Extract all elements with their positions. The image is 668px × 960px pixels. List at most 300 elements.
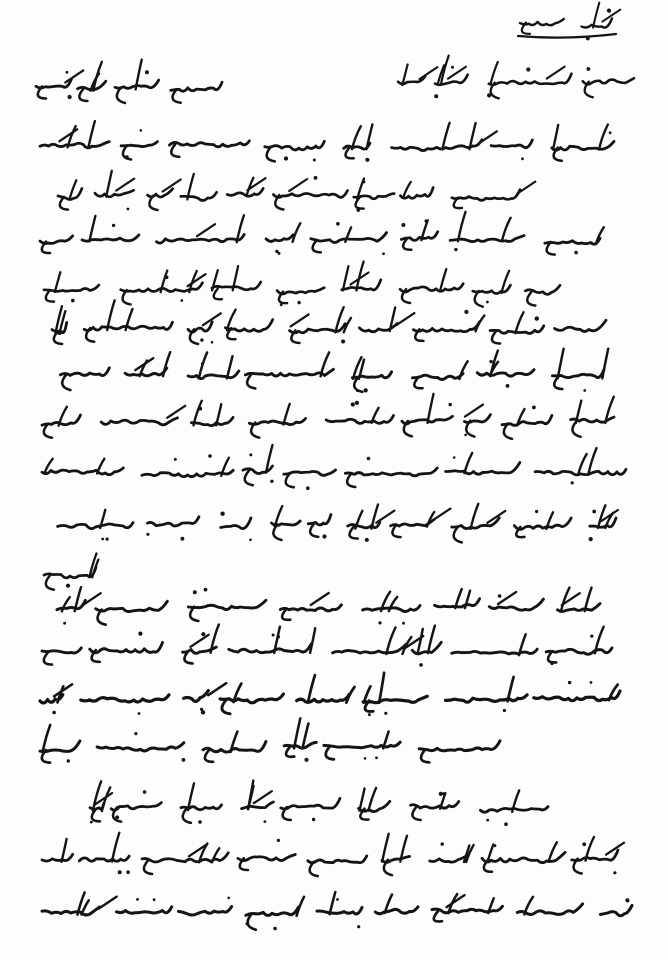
ink-word (42, 907, 100, 915)
ink-dot (364, 757, 367, 760)
ink-word (157, 234, 245, 243)
ink-ascender (471, 504, 479, 529)
ink-word (281, 798, 340, 809)
ink-kaf-stroke (167, 406, 185, 418)
ink-dot (200, 338, 203, 341)
ink-descender (283, 807, 291, 820)
ink-dot (382, 252, 385, 255)
ink-dot (365, 158, 369, 162)
ink-ascender (216, 404, 221, 425)
ink-dot (304, 758, 308, 762)
ink-dot (486, 301, 489, 304)
ink-word (400, 284, 463, 292)
ink-word (96, 601, 168, 611)
ink-ascender (107, 300, 114, 330)
ink-dot (180, 299, 183, 302)
ink-word (419, 741, 500, 751)
ink-word (430, 855, 468, 862)
ink-ascender (89, 216, 95, 242)
ink-dot (489, 360, 492, 363)
ink-word (413, 322, 479, 332)
ink-ascender (593, 3, 599, 28)
ink-word (477, 370, 534, 377)
ink-descender (248, 914, 256, 930)
ink-dot (153, 898, 156, 901)
ink-word (188, 600, 266, 609)
ink-dot (68, 95, 72, 99)
ink-descender (247, 374, 255, 388)
ink-word (179, 907, 232, 915)
ink-kaf-stroke (254, 791, 272, 803)
ink-ascender (310, 628, 315, 653)
ink-word (363, 696, 427, 702)
ink-word (57, 600, 85, 609)
ink-word (171, 82, 222, 91)
ink-dot (208, 454, 212, 458)
ink-dot (220, 512, 224, 516)
ink-word (297, 694, 350, 702)
ink-word (277, 288, 324, 294)
ink-dot (306, 486, 310, 490)
ink-dot (101, 538, 104, 541)
ink-descender (475, 291, 483, 307)
ink-word (44, 567, 96, 578)
ink-word (452, 190, 520, 201)
ink-word (220, 694, 283, 703)
ink-descender (222, 700, 230, 714)
ink-dot (419, 663, 423, 667)
ink-word (446, 463, 520, 475)
ink-dot (322, 534, 326, 538)
ink-kaf-stroke (376, 511, 394, 523)
ink-dot (126, 870, 130, 874)
ink-descender (79, 89, 87, 101)
ink-ascender (464, 453, 472, 473)
ink-dot (453, 456, 456, 459)
ink-dot (211, 341, 214, 344)
ink-ascender (524, 897, 533, 915)
ink-word (212, 282, 261, 290)
ink-dot (198, 820, 202, 824)
ink-ascender (558, 349, 564, 379)
ink-dot (90, 821, 93, 824)
ink-dot (146, 533, 149, 536)
ink-dot (145, 70, 149, 74)
ink-word (411, 802, 459, 809)
ink-dot (272, 634, 275, 637)
ink-kaf-stroke (517, 182, 535, 194)
letter-line-2 (40, 121, 614, 162)
ink-dot (125, 155, 129, 159)
letter-line-6 (52, 300, 606, 344)
ink-dot (587, 67, 591, 71)
ink-ascender (227, 356, 233, 378)
ink-dot (273, 927, 277, 931)
ink-descender (492, 331, 500, 343)
ink-kaf-stroke (135, 358, 153, 370)
ink-dot (364, 388, 368, 392)
ink-ascender (284, 404, 290, 425)
ink-word (79, 856, 129, 861)
ink-word (58, 523, 133, 529)
header-underline (518, 34, 616, 38)
ink-dot (336, 898, 339, 901)
ink-descender (144, 860, 152, 874)
ink-kaf-stroke (432, 509, 450, 521)
ink-dot (425, 219, 428, 222)
ink-dot (336, 222, 340, 226)
ink-dot (66, 584, 70, 588)
ink-word (242, 802, 274, 809)
ink-ascender (82, 900, 89, 914)
ink-dot (66, 71, 69, 74)
ink-dot (442, 792, 445, 795)
ink-ascender (515, 312, 523, 333)
ink-dot (341, 340, 345, 344)
ink-dot (249, 539, 252, 542)
ink-word (191, 417, 233, 425)
ink-word (265, 141, 325, 150)
ink-kaf-stroke (311, 593, 329, 605)
ink-word (81, 695, 169, 702)
ink-dot (451, 66, 454, 69)
ink-dot (312, 818, 315, 821)
ink-dot (583, 389, 586, 392)
letter-line-4 (40, 212, 604, 255)
ink-descender (403, 238, 411, 250)
ink-descender (421, 750, 429, 763)
ink-dot (503, 709, 506, 712)
ink-dot (115, 815, 119, 819)
ink-dot (464, 310, 468, 314)
ink-ascender (379, 673, 384, 703)
ink-dot (71, 299, 75, 303)
ink-dot (249, 453, 252, 456)
ink-dot (356, 208, 360, 212)
ink-ascender (502, 218, 511, 242)
ink-kaf-stroke (606, 843, 624, 855)
ink-descender (326, 746, 334, 759)
ink-word (227, 188, 263, 196)
ink-word (284, 470, 336, 475)
ink-ascender (585, 588, 592, 612)
ink-descender (434, 911, 442, 921)
ink-word (246, 907, 299, 915)
ink-ascender (458, 212, 466, 241)
ink-dot (63, 622, 66, 625)
ink-kaf-stroke (59, 129, 77, 141)
ink-ascender (476, 316, 485, 332)
ink-word (583, 78, 634, 84)
ink-dot (441, 842, 444, 845)
ink-dot (134, 732, 137, 735)
ink-descender (214, 288, 222, 299)
ink-word (502, 415, 552, 425)
ink-word (582, 18, 613, 27)
ink-word (148, 189, 173, 197)
ink-dot (277, 839, 280, 842)
ink-word (95, 190, 134, 196)
ink-ascender (387, 628, 396, 655)
ink-descender (86, 328, 94, 342)
ink-descender (286, 474, 294, 488)
ink-word (491, 140, 532, 148)
ink-word (147, 517, 199, 526)
ink-ascender (59, 407, 67, 426)
ink-dot (198, 407, 202, 411)
ink-dot (362, 180, 365, 183)
ink-dot (200, 708, 203, 711)
ink-kaf-stroke (197, 224, 215, 236)
ink-word (452, 649, 537, 654)
ink-dot (574, 251, 578, 255)
ink-dot (140, 129, 143, 132)
ink-dot (521, 157, 524, 160)
salutation-line (36, 60, 222, 103)
ink-word (345, 468, 437, 476)
ink-dot (449, 403, 452, 406)
ink-word (308, 856, 367, 863)
ink-word (545, 238, 600, 244)
ink-dot (280, 303, 283, 306)
letter-line-11 (44, 553, 98, 589)
ink-word (326, 415, 393, 423)
ink-kaf-stroke (289, 179, 307, 191)
ink-kaf-stroke (191, 635, 209, 647)
ink-ascender (455, 589, 462, 608)
ink-word (97, 743, 184, 751)
ink-dot (526, 67, 530, 71)
ink-kaf-stroke (99, 897, 117, 909)
ink-word (44, 285, 99, 291)
ink-dot (182, 758, 186, 762)
ink-descender (267, 147, 275, 162)
letter-line-1 (398, 56, 634, 99)
letter-line-18 (42, 892, 632, 930)
ink-dot (193, 590, 197, 594)
ink-word (412, 642, 441, 654)
ink-word (317, 907, 362, 913)
ink-dot (136, 898, 139, 901)
ink-dot (52, 711, 56, 715)
ink-word (125, 368, 167, 376)
ink-kaf-stroke (465, 405, 483, 417)
ink-ascender (382, 834, 389, 862)
ink-ascender (459, 361, 467, 379)
ink-word (446, 695, 528, 702)
ink-ascender (43, 725, 51, 752)
ink-descender (62, 374, 70, 390)
letter-line-8 (42, 394, 614, 439)
ink-ascender (97, 459, 104, 474)
ink-word (221, 518, 251, 529)
ink-dot (589, 537, 593, 541)
ink-ascender (294, 718, 300, 748)
ink-word (432, 906, 502, 913)
ink-ascender (106, 171, 112, 197)
ink-dot (297, 301, 300, 304)
ink-dot (384, 712, 387, 715)
ink-dot (532, 406, 536, 410)
ink-dot (568, 681, 571, 684)
letter-line-5 (44, 262, 560, 307)
ink-dot (498, 594, 502, 598)
ink-word (308, 515, 331, 525)
ink-word (555, 320, 606, 331)
ink-dot (201, 362, 204, 365)
ink-dot (174, 458, 177, 461)
ink-dot (138, 712, 141, 715)
ink-word (600, 905, 632, 915)
ink-ascender (508, 677, 514, 701)
ink-dot (367, 457, 371, 461)
ink-word (333, 644, 407, 653)
ink-word (534, 691, 620, 701)
ink-descender (184, 651, 192, 664)
ink-dot (590, 635, 593, 638)
letter-line-3 (58, 171, 535, 212)
ink-kaf-stroke (448, 67, 466, 79)
ink-dot (609, 131, 612, 134)
letter-line-7 (60, 349, 608, 393)
ink-dot (434, 94, 438, 98)
ink-dot (264, 820, 267, 823)
ink-word (249, 418, 305, 424)
ink-ascender (602, 349, 608, 379)
ink-word (169, 141, 249, 147)
ink-word (101, 418, 177, 425)
ink-dot (571, 481, 574, 484)
ink-descender (554, 376, 562, 389)
ink-dot (246, 922, 249, 925)
ink-dot (204, 588, 208, 592)
ink-word (342, 280, 381, 290)
ink-ascender (596, 227, 604, 244)
ink-descender (454, 527, 462, 543)
ink-dot (67, 759, 70, 762)
header-date-line (518, 3, 620, 41)
ink-descender (117, 87, 125, 103)
ink-dot (355, 401, 359, 405)
ink-ascender (330, 892, 336, 914)
ink-word (273, 191, 347, 198)
ink-word (552, 141, 614, 150)
ink-descender (171, 144, 179, 157)
ink-ascender (369, 788, 377, 811)
letter-line-13 (42, 625, 612, 667)
ink-ascender (599, 125, 608, 150)
ink-dot (284, 156, 288, 160)
ink-word (188, 371, 239, 379)
ink-dot (314, 176, 318, 180)
ink-descender (527, 292, 535, 306)
ink-word (181, 192, 217, 200)
ink-dot (201, 632, 205, 636)
ink-ascender (561, 588, 569, 612)
ink-word (514, 518, 571, 529)
ink-ascender (428, 394, 434, 423)
ink-ascender (359, 789, 364, 811)
ink-ascender (403, 182, 411, 198)
letter-line-17 (42, 833, 624, 876)
ink-dot (535, 510, 538, 513)
ink-dot (613, 871, 616, 874)
ink-dot (535, 316, 539, 320)
ink-word (375, 907, 418, 914)
letter-line-15 (40, 718, 500, 762)
ink-ascender (598, 505, 605, 528)
ink-dot (143, 790, 147, 794)
ink-word (229, 644, 312, 653)
ink-dot (278, 252, 281, 255)
ink-ascender (163, 352, 170, 376)
ink-ascender (62, 839, 67, 862)
ink-dot (582, 842, 586, 846)
ink-ascender (70, 180, 77, 199)
ink-dot (351, 402, 355, 406)
letter-line-9 (42, 445, 626, 490)
ink-ascender (293, 223, 301, 242)
ink-word (450, 236, 524, 242)
ink-kaf-stroke (291, 314, 309, 326)
ink-dot (375, 756, 378, 759)
ink-ascender (112, 833, 119, 862)
ink-descender (245, 471, 253, 486)
ink-kaf-stroke (547, 67, 565, 79)
ink-dot (504, 822, 508, 826)
letter-line-10 (58, 504, 618, 543)
ink-dot (550, 661, 554, 665)
ink-ascender (442, 123, 449, 150)
ink-dot (487, 93, 491, 97)
ink-ascender (578, 454, 587, 475)
ink-kaf-stroke (498, 592, 516, 604)
ink-dot (506, 384, 510, 388)
ink-word (42, 468, 123, 475)
ink-word (184, 691, 209, 702)
ink-dot (378, 621, 381, 624)
ink-ascender (418, 629, 423, 653)
ink-word (413, 374, 464, 380)
ink-dot (118, 870, 122, 874)
ink-dot (106, 538, 109, 541)
ink-dot (368, 713, 371, 716)
ink-kaf-stroke (479, 131, 497, 143)
ink-dot (625, 898, 629, 902)
ink-dot (138, 632, 142, 636)
ink-dot (127, 208, 130, 211)
ink-dot (464, 434, 467, 437)
ink-descender (92, 809, 100, 821)
ink-dot (402, 622, 405, 625)
ink-descender (44, 424, 52, 438)
ink-dot (276, 635, 280, 639)
ink-word (40, 142, 109, 148)
ink-word (42, 854, 73, 861)
ink-dot (592, 510, 596, 514)
ink-descender (46, 575, 54, 589)
ink-dot (454, 248, 457, 251)
ink-word (225, 320, 272, 332)
ink-kaf-stroke (116, 179, 134, 191)
ink-word (324, 742, 400, 748)
ink-dot (313, 159, 316, 162)
letter-line-12 (57, 587, 600, 625)
ink-word (482, 852, 565, 862)
ink-kaf-stroke (396, 313, 414, 325)
ink-dot (356, 389, 359, 392)
ink-dot (181, 537, 185, 541)
